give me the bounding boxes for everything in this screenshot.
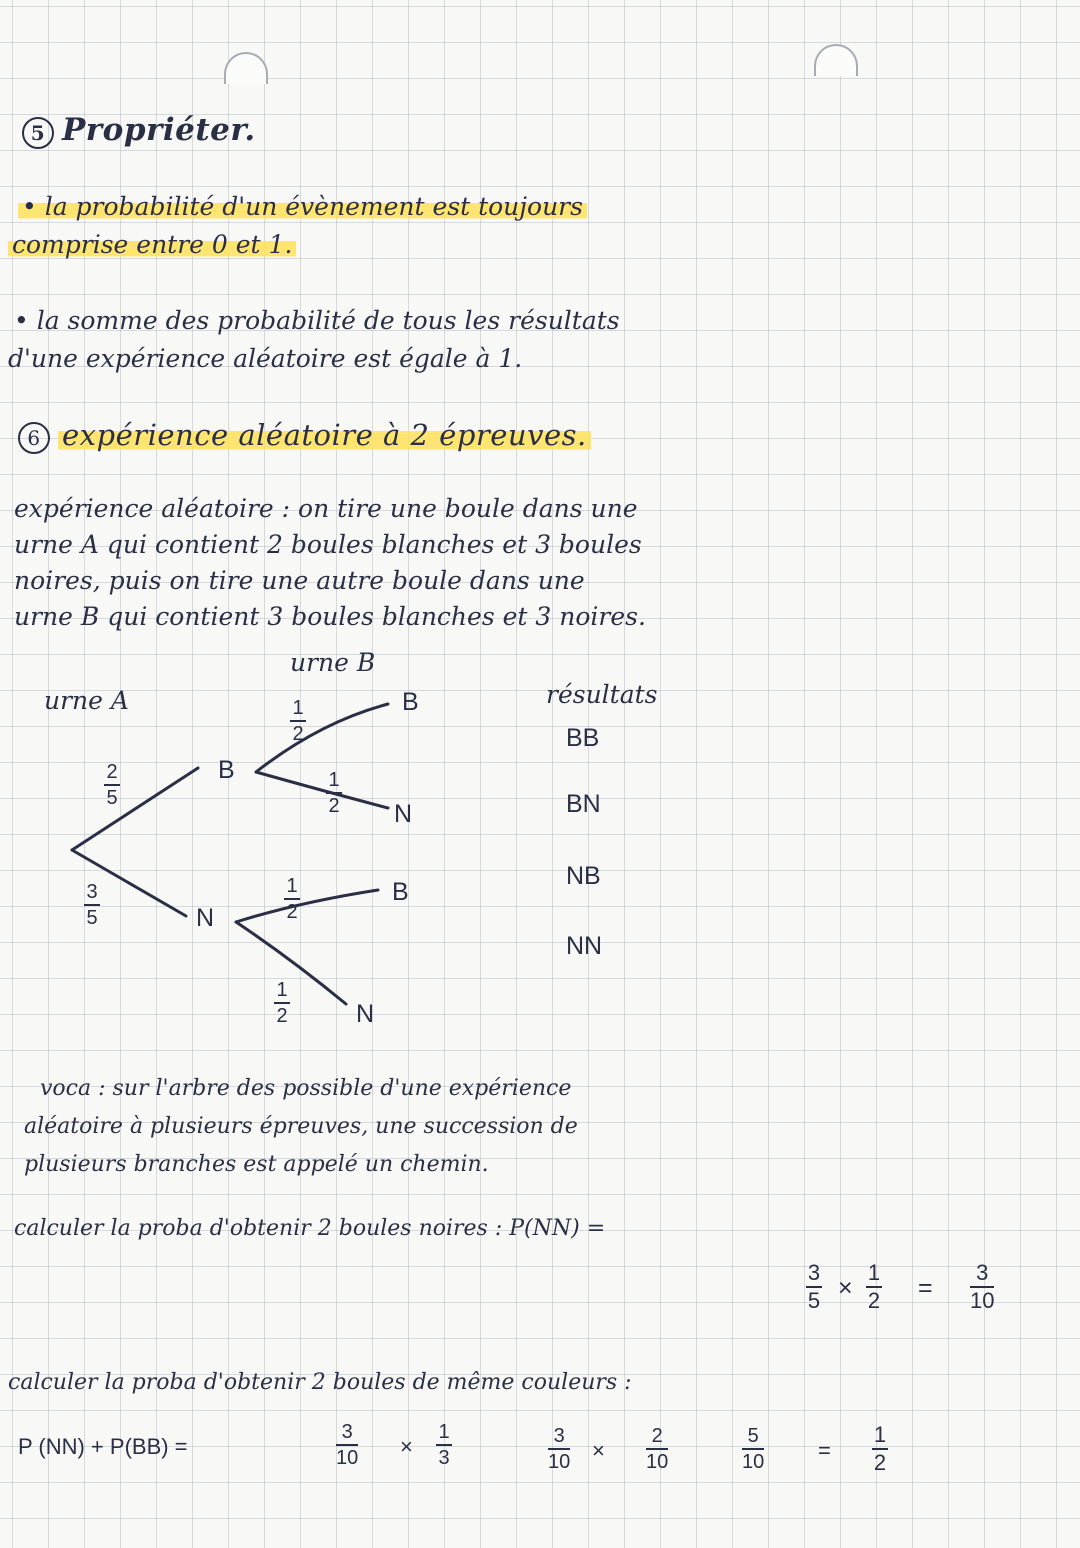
prob-n-b: 1 2 [284, 876, 300, 922]
result-nn: NN [566, 932, 603, 960]
calc2-fraction-2: 1 3 [436, 1422, 452, 1468]
calc1-times: × [838, 1274, 853, 1302]
intro-line-3: noires, puis on tire une autre boule dans une [14, 566, 585, 595]
vocab-line-2: aléatoire à plusieurs épreuves, une succession de [24, 1114, 578, 1139]
calc1-fraction-1: 3 5 [807, 1260, 821, 1313]
calc2-text: calculer la proba d'obtenir 2 boules de même couleurs : [8, 1370, 632, 1395]
vocab-line-1: voca : sur l'arbre des possible d'une expérience [40, 1076, 572, 1101]
node-second-bn: N [394, 800, 413, 828]
property1-line1: • la probabilité d'un évènement est toujours [18, 192, 587, 221]
node-second-bb: B [402, 688, 419, 716]
calc1-equals: = [918, 1274, 933, 1302]
calc1-result: 3 10 [970, 1260, 995, 1313]
result-bb: BB [566, 724, 600, 752]
section6-title: expérience aléatoire à 2 épreuves. [58, 418, 591, 452]
node-first-n: N [196, 904, 215, 932]
calc2-fraction-1: 3 10 [336, 1421, 359, 1469]
calc2-result: 1 2 [873, 1422, 887, 1475]
branch-n-to-n [236, 922, 346, 1004]
urn-b-label: urne B [290, 648, 376, 677]
vocab-line-3: plusieurs branches est appelé un chemin. [24, 1152, 489, 1177]
branch-b-to-n [256, 772, 388, 808]
property2-line2: d'une expérience aléatoire est égale à 1. [8, 344, 523, 373]
prob-n-n: 1 2 [274, 980, 290, 1026]
calc1-fraction-2: 1 2 [867, 1260, 881, 1313]
calc2-equals: = [818, 1438, 831, 1463]
node-second-nn: N [356, 1000, 375, 1028]
intro-line-4: urne B qui contient 3 boules blanches et 3 noires. [14, 602, 646, 631]
section5-title: Propriéter. [62, 112, 256, 148]
node-second-nb: B [392, 878, 409, 906]
section5-number: 5 [22, 117, 54, 149]
calc2-times-1: × [400, 1434, 413, 1459]
calc2-lhs: P (NN) + P(BB) = [18, 1434, 188, 1459]
calc1-text: calculer la proba d'obtenir 2 boules noires : P(NN) = [14, 1216, 606, 1241]
results-label: résultats [546, 680, 658, 709]
prob-a-b: 2 5 [104, 762, 120, 808]
calc2-times-2: × [592, 1438, 605, 1463]
node-first-b: B [218, 756, 235, 784]
prob-b-b: 1 2 [290, 698, 306, 744]
result-bn: BN [566, 790, 601, 818]
prob-a-n: 3 5 [84, 882, 100, 928]
result-nb: NB [566, 862, 601, 890]
property2-line1: • la somme des probabilité de tous les résultats [14, 306, 620, 335]
calc2-fraction-5: 5 10 [742, 1425, 765, 1473]
property1-line2: comprise entre 0 et 1. [8, 230, 296, 259]
urn-a-label: urne A [44, 686, 129, 715]
intro-line-2: urne A qui contient 2 boules blanches et 3 boules [14, 530, 642, 559]
intro-line-1: expérience aléatoire : on tire une boule dans une [14, 494, 638, 523]
calc2-fraction-4: 2 10 [646, 1425, 669, 1473]
branch-b-to-b [256, 704, 388, 772]
branch-n-to-b [236, 890, 378, 922]
calc2-fraction-3: 3 10 [548, 1425, 571, 1473]
section6-number: 6 [18, 422, 50, 454]
prob-b-n: 1 2 [326, 770, 342, 816]
branch-a-to-b [72, 768, 198, 850]
